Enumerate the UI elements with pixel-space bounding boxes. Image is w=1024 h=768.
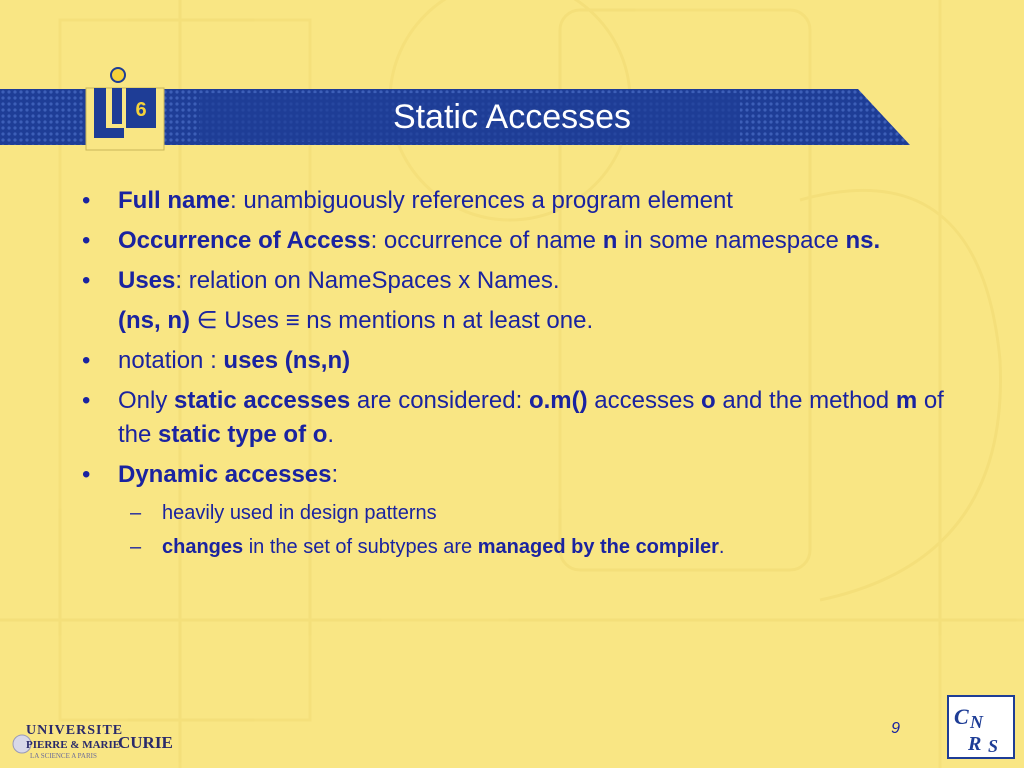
bullet-uses bbox=[80, 264, 960, 298]
text: : bbox=[331, 461, 339, 488]
bullet-glyph: • bbox=[82, 347, 91, 374]
element-of-symbol: ∈ bbox=[196, 307, 218, 334]
term-uses: Uses bbox=[118, 267, 176, 294]
slide-title: Static Accesses bbox=[392, 98, 632, 136]
text: in the set of subtypes are bbox=[243, 536, 478, 558]
svg-text:N: N bbox=[970, 712, 983, 732]
text: ns mentions n at least one. bbox=[299, 307, 594, 334]
slide-body bbox=[80, 184, 960, 566]
svg-text:LA SCIENCE A PARIS: LA SCIENCE A PARIS bbox=[30, 752, 97, 760]
uses-definition bbox=[80, 304, 960, 338]
term-changes: changes bbox=[162, 536, 244, 558]
svg-text:CURIE: CURIE bbox=[118, 733, 173, 752]
sub-bullet-design-patterns bbox=[80, 498, 960, 528]
svg-text:C: C bbox=[954, 704, 969, 729]
text: and the method bbox=[715, 387, 896, 414]
term-n: n bbox=[602, 227, 618, 254]
svg-text:6: 6 bbox=[135, 99, 147, 121]
bullet-notation bbox=[80, 344, 960, 378]
svg-text:UNIVERSITE: UNIVERSITE bbox=[26, 723, 124, 738]
term-o: o bbox=[701, 387, 716, 414]
sub-bullet-changes bbox=[80, 532, 960, 562]
bullet-glyph: • bbox=[82, 461, 91, 488]
text: Only bbox=[118, 387, 175, 414]
text: : occurrence of name bbox=[370, 227, 603, 254]
term-ns-n: (ns, n) bbox=[118, 307, 190, 334]
term-static-accesses: static accesses bbox=[174, 387, 351, 414]
term-occurrence: Occurrence of Access bbox=[118, 227, 371, 254]
term-o-m: o.m() bbox=[528, 387, 588, 414]
svg-text:PIERRE & MARIE: PIERRE & MARIE bbox=[26, 739, 121, 751]
bullet-occurrence-of-access bbox=[80, 224, 960, 258]
cnrs-logo bbox=[946, 694, 1016, 760]
text: . bbox=[327, 421, 335, 448]
bullet-full-name bbox=[80, 184, 960, 218]
text: are considered: bbox=[350, 387, 529, 414]
term-static-type: static type of o bbox=[158, 421, 328, 448]
text: : unambiguously references a program element bbox=[230, 187, 733, 214]
bullet-dynamic-accesses bbox=[80, 458, 960, 492]
bullet-glyph: • bbox=[82, 187, 91, 214]
svg-text:S: S bbox=[988, 736, 999, 756]
term-uses-ns-n: uses (ns,n) bbox=[223, 347, 351, 374]
lip6-logo bbox=[80, 66, 170, 156]
dash-glyph: – bbox=[130, 536, 142, 558]
term-dynamic-accesses: Dynamic accesses bbox=[118, 461, 332, 488]
bullet-glyph: • bbox=[82, 267, 91, 294]
text: notation : bbox=[118, 347, 224, 374]
svg-text:R: R bbox=[968, 733, 982, 755]
upmc-logo bbox=[8, 716, 178, 764]
text: in some namespace bbox=[617, 227, 846, 254]
term-ns: ns. bbox=[845, 227, 881, 254]
equivalent-symbol: ≡ bbox=[285, 307, 300, 334]
text: accesses bbox=[587, 387, 701, 414]
bullet-glyph: • bbox=[82, 227, 91, 254]
dash-glyph: – bbox=[130, 502, 142, 524]
text: Uses bbox=[217, 307, 286, 334]
term-m: m bbox=[895, 387, 918, 414]
text: of the bbox=[118, 387, 944, 448]
page-number: 9 bbox=[891, 720, 900, 737]
text: . bbox=[718, 536, 725, 558]
bullet-static-accesses bbox=[80, 384, 960, 452]
bullet-glyph: • bbox=[82, 387, 91, 414]
text: : relation on NameSpaces x Names. bbox=[175, 267, 560, 294]
text: heavily used in design patterns bbox=[162, 502, 437, 524]
term-managed-by-compiler: managed by the compiler bbox=[477, 536, 719, 558]
term-full-name: Full name bbox=[118, 187, 231, 214]
